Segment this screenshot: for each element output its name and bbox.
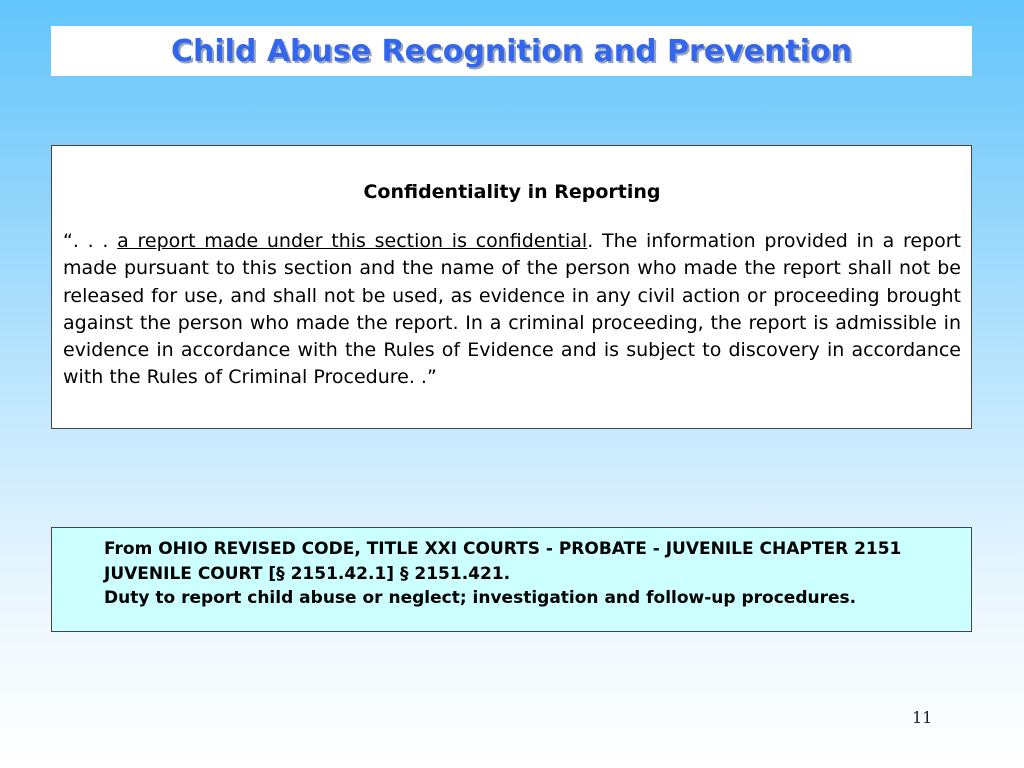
quote-underlined-text: a report made under this section is confidential — [117, 230, 588, 252]
quote-open-mark: “. . . — [63, 230, 118, 252]
quote-heading: Confidentiality in Reporting — [363, 181, 661, 203]
page-number: 11 — [912, 708, 933, 727]
source-panel — [51, 527, 972, 632]
source-citation: From OHIO REVISED CODE, TITLE XXI COURTS - PROBATE - JUVENILE CHAPTER 2151 JUVENILE COURT [§ 2151.42.1] § 2151.421. — [104, 539, 902, 584]
quote-body-text: . The information provided in a report made pursuant to this section and the name of the person who made the report shall not be released for use, and shall not be used, as evidence in any civil action or proceeding brought against the person who made the report. In a criminal proceeding, the report is admissible in evidence in accordance with the Rules of Evidence and is subject to discovery in accordance with the Rules of Criminal Procedure. .” — [63, 230, 961, 389]
title-banner — [51, 26, 972, 76]
quote-panel — [51, 145, 972, 429]
source-description: Duty to report child abuse or neglect; investigation and follow-up procedures. — [104, 588, 857, 609]
quote-body — [63, 228, 961, 392]
slide-title: Child Abuse Recognition and Prevention — [170, 33, 853, 69]
